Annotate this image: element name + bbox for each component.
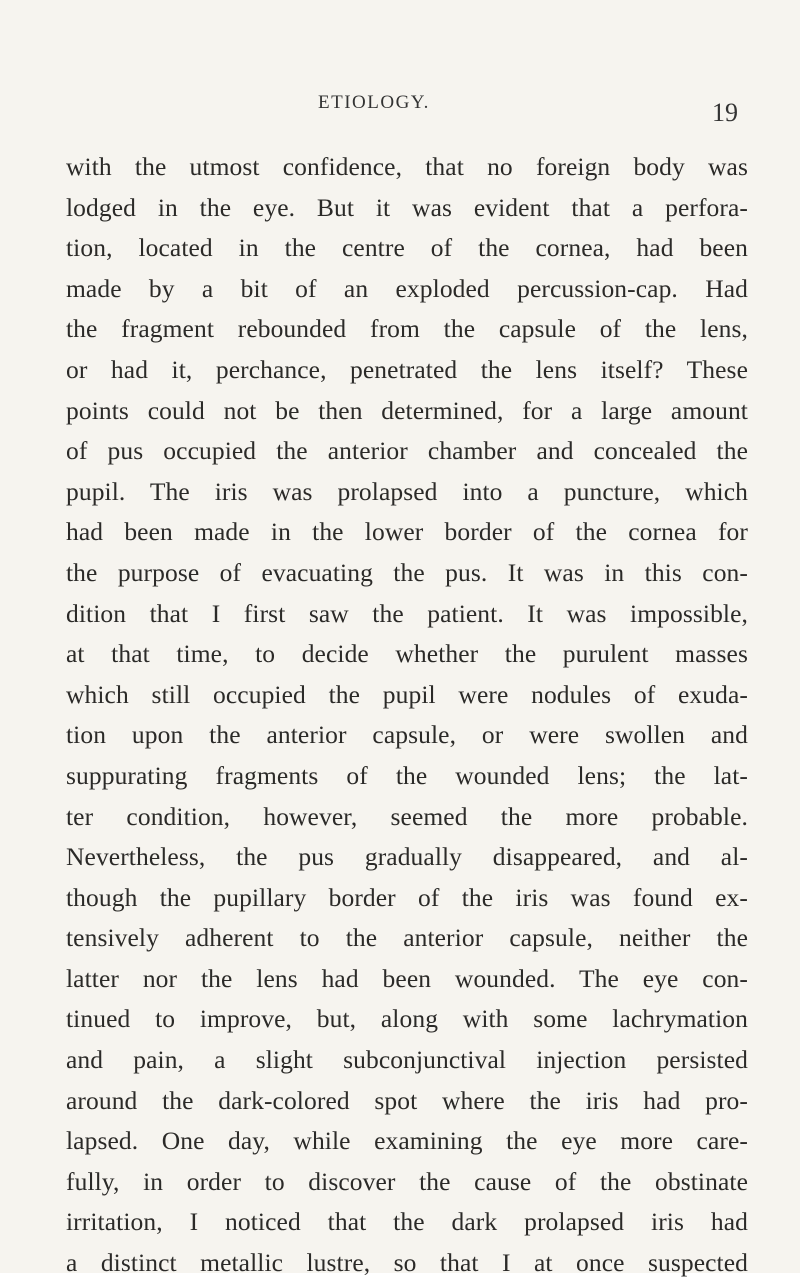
text-line: the purpose of evacuating the pus. It was in this con- [66, 557, 748, 587]
text-line: which still occupied the pupil were nodules of exuda- [66, 679, 748, 709]
text-line: pupil. The iris was prolapsed into a puncture, which [66, 476, 748, 506]
text-line: or had it, perchance, penetrated the lens itself? These [66, 354, 748, 384]
body-text [66, 147, 748, 1284]
text-line: tion upon the anterior capsule, or were swollen and [66, 720, 748, 750]
text-line: made by a bit of an exploded percussion-cap. Had [66, 273, 748, 303]
text-line: a distinct metallic lustre, so that I at once suspected [66, 1248, 748, 1278]
text-line: lodged in the eye. But it was evident that a perfora- [66, 192, 748, 222]
text-line: tensively adherent to the anterior capsule, neither the [66, 923, 748, 953]
text-line: suppurating fragments of the wounded lens; the lat- [66, 760, 748, 790]
text-line: though the pupillary border of the iris was found ex- [66, 882, 748, 912]
text-line: irritation, I noticed that the dark prolapsed iris had [66, 1207, 748, 1237]
text-line: lapsed. One day, while examining the eye more care- [66, 1126, 748, 1156]
page-number: 19 [712, 98, 738, 127]
text-line: fully, in order to discover the cause of the obstinate [66, 1166, 748, 1196]
text-line: tion, located in the centre of the cornea, had been [66, 233, 748, 263]
text-line: the fragment rebounded from the capsule of the lens, [66, 314, 748, 344]
text-line: around the dark-colored spot where the iris had pro- [66, 1085, 748, 1115]
running-head: ETIOLOGY. [318, 92, 430, 113]
text-line: ter condition, however, seemed the more probable. [66, 801, 748, 831]
text-line: Nevertheless, the pus gradually disappeared, and al- [66, 842, 748, 872]
text-line: at that time, to decide whether the purulent masses [66, 639, 748, 669]
text-line: had been made in the lower border of the cornea for [66, 517, 748, 547]
text-line: of pus occupied the anterior chamber and concealed the [66, 436, 748, 466]
text-line: tinued to improve, but, along with some lachrymation [66, 1004, 748, 1034]
text-line: with the utmost confidence, that no foreign body was [66, 152, 748, 181]
text-line: and pain, a slight subconjunctival injection persisted [66, 1045, 748, 1075]
text-line: dition that I first saw the patient. It was impossible, [66, 598, 748, 628]
text-line: points could not be then determined, for a large amount [66, 395, 748, 425]
text-line: latter nor the lens had been wounded. The eye con- [66, 963, 748, 993]
